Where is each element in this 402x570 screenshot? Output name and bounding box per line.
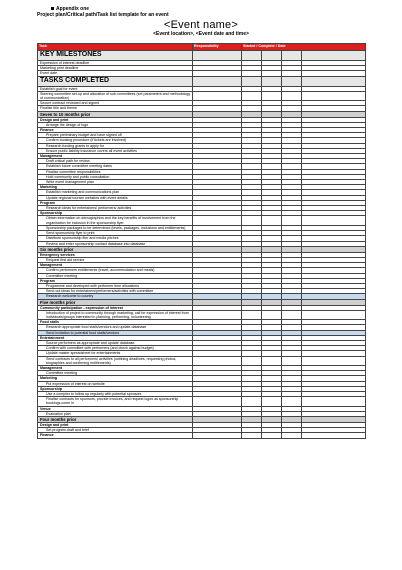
task-cell: Review and enter sponsorship contact database into database xyxy=(38,241,193,246)
bullet-icon xyxy=(51,7,54,10)
task-cell: Update regional tourism websites with event details xyxy=(38,195,193,200)
task-cell: Entertainment xyxy=(38,335,193,340)
task-cell: Management xyxy=(38,154,193,159)
task-cell: Sponsorship packages to be determined (levels, packages, inclusions and entitlements) xyxy=(38,225,193,230)
appendix-text: Appendix one xyxy=(56,6,90,12)
task-cell: Research appropriate food stalls/vendors and update database xyxy=(38,325,193,330)
date-cell xyxy=(302,76,366,86)
task-cell: Management xyxy=(38,263,193,268)
task-row xyxy=(38,397,366,406)
task-cell: Arrange the design of logo xyxy=(38,122,193,127)
task-cell: Send out ideas for entertainers/performers/activities with committee xyxy=(38,289,193,294)
task-cell: Six months prior xyxy=(38,246,193,252)
task-cell: Research welcome to country xyxy=(38,294,193,299)
task-cell: Emergency services xyxy=(38,252,193,257)
status-cell xyxy=(262,76,282,86)
responsibility-cell xyxy=(193,51,242,61)
status-cell xyxy=(242,76,262,86)
task-cell: Food stalls xyxy=(38,320,193,325)
responsibility-cell xyxy=(193,356,242,365)
task-cell: Research funding grants to apply for xyxy=(38,143,193,148)
task-cell: Introduction of project to community through marketing, call for expression of interest from individuals/groups interested in planning, performing, volunteering xyxy=(38,310,193,319)
task-cell: Expression of interest deadline xyxy=(38,61,193,66)
task-row xyxy=(38,356,366,365)
status-cell xyxy=(262,397,282,406)
status-cell xyxy=(262,310,282,319)
task-cell: Put expression of interest on website xyxy=(38,381,193,386)
task-cell: Draft critical path for review xyxy=(38,159,193,164)
status-cell xyxy=(262,51,282,61)
task-cell: Committee meeting xyxy=(38,273,193,278)
status-cell xyxy=(282,397,302,406)
task-cell: Prepare preliminary budget and have signed off xyxy=(38,133,193,138)
status-cell xyxy=(282,433,302,438)
date-cell xyxy=(302,91,366,100)
task-cell: Send sponsorship flyer to print xyxy=(38,231,193,236)
task-cell: Four months prior xyxy=(38,417,193,423)
task-cell: Marketing xyxy=(38,376,193,381)
task-cell: Establish future committee meeting dates xyxy=(38,164,193,169)
date-cell xyxy=(302,397,366,406)
status-cell xyxy=(242,310,262,319)
task-cell: Five months prior xyxy=(38,299,193,305)
status-cell xyxy=(282,51,302,61)
task-cell: Obtain information on demographics and the key benefits of involvement from the organisation for inclusion in the sponsorship flyer xyxy=(38,216,193,225)
task-cell: Confirm performers entitlements (travel, accommodation and meals) xyxy=(38,268,193,273)
task-cell: Design and print xyxy=(38,423,193,428)
task-cell: Source performers as appropriate and update database xyxy=(38,340,193,345)
task-cell: Set program draft and brief xyxy=(38,428,193,433)
status-cell xyxy=(282,356,302,365)
status-cell xyxy=(242,397,262,406)
task-cell: Secure contract reviewed and signed xyxy=(38,101,193,106)
task-cell: Hold community and public consultation xyxy=(38,174,193,179)
task-cell: Request first aid service xyxy=(38,257,193,262)
task-cell: Steering committee set-up and allocation of sub-committees (set parameters and methodology of communication) xyxy=(38,91,193,100)
task-cell: Update master spreadsheet for entertainments xyxy=(38,351,193,356)
task-cell: Committee meeting xyxy=(38,371,193,376)
task-cell: Send invitation to potential food stalls/vendors xyxy=(38,330,193,335)
task-cell: Venue xyxy=(38,406,193,411)
task-row xyxy=(38,216,366,225)
task-cell: Program xyxy=(38,200,193,205)
task-cell: Finance xyxy=(38,128,193,133)
task-cell: Management xyxy=(38,365,193,370)
task-cell: Finalise committee responsibilities xyxy=(38,169,193,174)
task-cell: Marketing xyxy=(38,185,193,190)
status-cell xyxy=(262,216,282,225)
responsibility-cell xyxy=(193,433,242,438)
task-cell: Research ideas for entertainers/ performers/ activities xyxy=(38,206,193,211)
responsibility-cell xyxy=(193,310,242,319)
status-cell xyxy=(282,76,302,86)
task-row xyxy=(38,310,366,319)
task-cell: Programme and developed with performer time allocations xyxy=(38,283,193,288)
status-cell xyxy=(242,356,262,365)
task-cell: Event date xyxy=(38,71,193,76)
task-cell: Ensure public liability insurance covers all event activities xyxy=(38,148,193,153)
status-cell xyxy=(282,216,302,225)
date-cell xyxy=(302,51,366,61)
task-cell: KEY MILESTONES xyxy=(38,51,193,61)
task-cell: Finalise contracts for sponsors, provide invoices, and request logos as sponsorship bookings come in xyxy=(38,397,193,406)
responsibility-cell xyxy=(193,397,242,406)
task-cell: Finalise title and theme xyxy=(38,106,193,111)
status-cell xyxy=(262,433,282,438)
responsibility-cell xyxy=(193,91,242,100)
header-responsibility: Responsibility xyxy=(193,44,242,51)
task-cell: TASKS COMPLETED xyxy=(38,76,193,86)
task-cell: Community participation - expression of interest xyxy=(38,305,193,310)
status-cell xyxy=(242,433,262,438)
event-name-title: <Event name> xyxy=(164,19,238,31)
category-row xyxy=(38,433,366,438)
document-subtitle: Project plan/Critical path/Task list template for an event xyxy=(37,12,169,18)
status-cell xyxy=(282,310,302,319)
status-cell xyxy=(242,51,262,61)
date-cell xyxy=(302,310,366,319)
header-date: Started / Complete / Date xyxy=(242,44,366,51)
section-row xyxy=(38,51,366,61)
task-cell: Sponsorship xyxy=(38,211,193,216)
header-task: Task xyxy=(38,44,193,51)
document-page xyxy=(37,6,365,439)
status-cell xyxy=(242,216,262,225)
date-cell xyxy=(302,433,366,438)
date-cell xyxy=(302,216,366,225)
task-cell: Send contracts to all performers/ activities (outlining deadlines, requesting photos, biographies and confirming entitlements) xyxy=(38,356,193,365)
responsibility-cell xyxy=(193,216,242,225)
task-cell: Sponsorship xyxy=(38,386,193,391)
task-cell: Seven to 10 months prior xyxy=(38,111,193,117)
task-cell: Establish goal for event xyxy=(38,86,193,91)
task-table xyxy=(37,43,366,439)
task-row xyxy=(38,91,366,100)
section-row xyxy=(38,76,366,86)
status-cell xyxy=(262,356,282,365)
task-cell: Finance xyxy=(38,433,193,438)
task-cell: Program xyxy=(38,278,193,283)
task-cell: Confirm booking procedure (if tickets are involved) xyxy=(38,138,193,143)
task-cell: Write event management plan xyxy=(38,180,193,185)
date-cell xyxy=(302,356,366,365)
responsibility-cell xyxy=(193,76,242,86)
task-cell: Marketing print deadline xyxy=(38,66,193,71)
event-info: <Event location>, <Event date and time> xyxy=(153,31,249,37)
status-cell xyxy=(262,91,282,100)
task-cell: Establish marketing and communications plan xyxy=(38,190,193,195)
task-cell: Use a compiler to follow up regularly with potential sponsors xyxy=(38,391,193,396)
task-cell: Distribute sponsorship flier and media pitches xyxy=(38,236,193,241)
table-header-row xyxy=(38,44,366,51)
task-cell: Design and print xyxy=(38,117,193,122)
task-cell: Confirm with committee with performers (and check against budget) xyxy=(38,346,193,351)
status-cell xyxy=(282,91,302,100)
task-cell: Evaluation plan xyxy=(38,411,193,416)
status-cell xyxy=(242,91,262,100)
